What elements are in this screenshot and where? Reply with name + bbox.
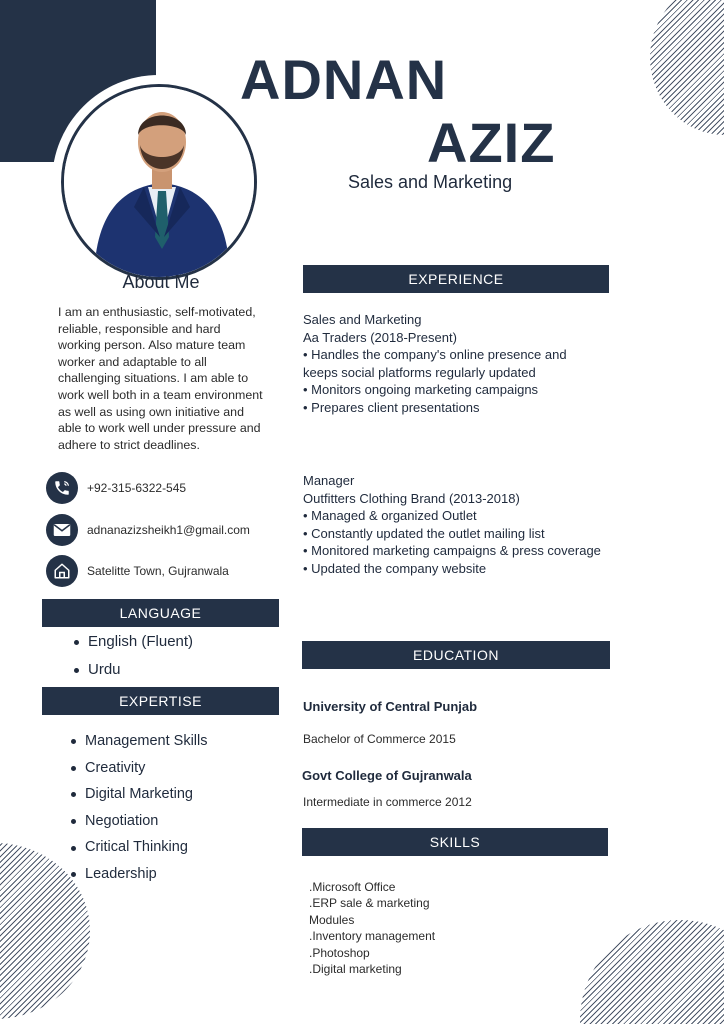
skills-list — [309, 879, 435, 977]
job-point: • Monitored marketing campaigns & press coverage — [303, 543, 601, 559]
list-item: Management Skills — [69, 728, 208, 755]
email-address: adnanazizsheikh1@gmail.com — [87, 523, 250, 537]
skill-line: .Microsoft Office — [309, 880, 396, 894]
job-title: Manager — [303, 473, 355, 488]
mail-icon — [46, 514, 78, 546]
last-name: AZIZ — [427, 111, 556, 174]
job-point: • Updated the company website — [303, 560, 487, 576]
about-text: I am an enthusiastic, self-motivated, reliable, responsible and hard working person. Also mature team worker and adaptable to all challenging situations. I am able to work well both in a team environment as well as using own initiative and able to work well under pressure and adhere to strict deadlines. — [58, 305, 263, 452]
job-company: Aa Traders (2018-Present) — [303, 329, 457, 345]
striped-circle-decoration — [580, 920, 724, 1024]
skill-line: .Digital marketing — [309, 962, 402, 977]
job-company: Outfitters Clothing Brand (2013-2018) — [303, 490, 520, 506]
list-item: Negotiation — [69, 808, 208, 835]
list-item: Leadership — [69, 861, 208, 888]
skills-heading: SKILLS — [302, 828, 608, 856]
list-item: English (Fluent) — [72, 628, 193, 656]
education-detail: Intermediate in commerce 2012 — [303, 795, 472, 809]
skill-line: .ERP sale & marketing — [309, 896, 430, 911]
job-point: • Prepares client presentations — [303, 399, 480, 415]
contact-address — [46, 555, 229, 587]
list-item: Creativity — [69, 755, 208, 782]
expertise-list — [69, 728, 208, 888]
expertise-heading: EXPERTISE — [42, 687, 279, 715]
first-name: ADNAN — [240, 48, 448, 111]
education-heading: EDUCATION — [302, 641, 610, 669]
phone-number: +92-315-6322-545 — [87, 481, 187, 495]
experience-heading: EXPERIENCE — [303, 265, 609, 293]
phone-icon — [46, 472, 78, 504]
job-entry — [303, 311, 603, 417]
education-detail: Bachelor of Commerce 2015 — [303, 732, 456, 746]
list-item: Urdu — [72, 656, 193, 684]
list-item: Critical Thinking — [69, 834, 208, 861]
job-point: • Monitors ongoing marketing campaigns — [303, 382, 539, 398]
address: Satelitte Town, Gujranwala — [87, 564, 229, 578]
contact-email — [46, 514, 250, 546]
language-list — [72, 628, 193, 684]
skill-line: .Inventory management — [309, 929, 436, 944]
profile-photo — [61, 84, 257, 280]
language-heading: LANGUAGE — [42, 599, 279, 627]
skill-line: .Photoshop — [309, 945, 370, 960]
education-school: University of Central Punjab — [303, 699, 478, 714]
skill-line: Modules — [309, 912, 355, 927]
person-illustration — [64, 87, 257, 280]
job-title: Sales and Marketing — [303, 312, 422, 327]
job-role: Sales and Marketing — [348, 172, 513, 192]
contact-phone — [46, 472, 186, 504]
about-heading: About Me — [122, 272, 200, 292]
job-point: • Managed & organized Outlet — [303, 508, 477, 524]
striped-circle-decoration — [650, 0, 724, 135]
list-item: Digital Marketing — [69, 781, 208, 808]
job-entry — [303, 472, 603, 578]
job-point: • Constantly updated the outlet mailing list — [303, 525, 545, 541]
job-point: • Handles the company's online presence and keeps social platforms regularly updated — [303, 347, 567, 380]
education-school: Govt College of Gujranwala — [302, 768, 472, 783]
home-icon — [46, 555, 78, 587]
